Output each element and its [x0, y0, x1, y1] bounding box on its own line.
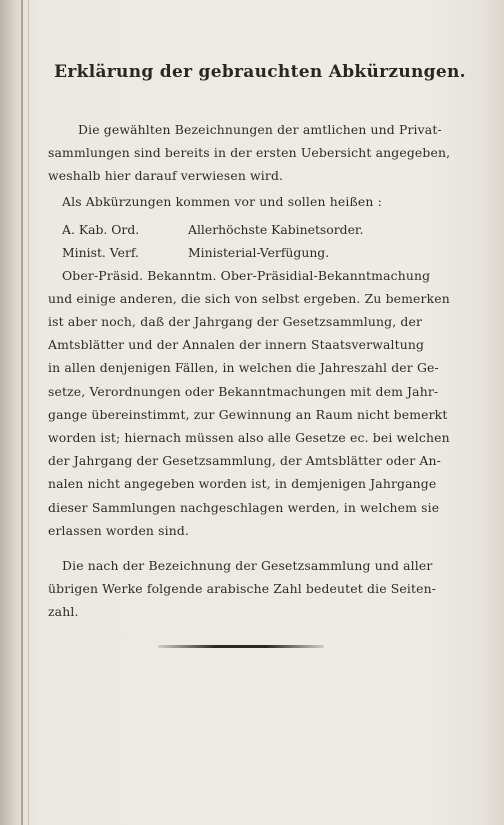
body-line: setze, Verordnungen oder Bekanntmachungen mit dem Jahr-: [48, 384, 439, 399]
intro-line: Als Abkürzungen kommen vor und sollen heißen :: [62, 194, 382, 209]
closing-line: Die nach der Bezeichnung der Gesetzsammlung und aller: [62, 558, 433, 573]
body-line: erlassen worden sind.: [48, 523, 190, 538]
intro-line: Die gewählten Bezeichnungen der amtlichen und Privat-: [78, 122, 442, 137]
body-line: Ober-Präsid. Bekanntm. Ober-Präsidial-Bekanntmachung: [62, 268, 431, 283]
body-line: ist aber noch, daß der Jahrgang der Gesetzsammlung, der: [48, 314, 423, 329]
page-heading: Erklärung der gebrauchten Abkürzungen.: [54, 62, 466, 82]
body-line: worden ist; hiernach müssen also alle Gesetze ec. bei welchen: [48, 430, 450, 445]
end-rule: [158, 645, 324, 648]
intro-line: weshalb hier darauf verwiesen wird.: [48, 168, 284, 183]
closing-line: zahl.: [48, 604, 79, 619]
body-line: gange übereinstimmt, zur Gewinnung an Raum nicht bemerkt: [48, 407, 448, 422]
binding-fold: [28, 0, 29, 825]
intro-line: sammlungen sind bereits in der ersten Uebersicht angegeben,: [48, 145, 451, 160]
abbreviation-term: A. Kab. Ord.: [62, 222, 140, 237]
body-line: und einige anderen, die sich von selbst ergeben. Zu bemerken: [48, 291, 450, 306]
body-line: in allen denjenigen Fällen, in welchen die Jahreszahl der Ge-: [48, 360, 439, 375]
abbreviation-term: Minist. Verf.: [62, 245, 139, 260]
binding-shadow: [21, 0, 23, 825]
body-line: nalen nicht angegeben worden ist, in demjenigen Jahrgange: [48, 476, 437, 491]
abbreviation-meaning: Allerhöchste Kabinetsorder.: [188, 222, 364, 237]
body-line: dieser Sammlungen nachgeschlagen werden, in welchem sie: [48, 500, 440, 515]
body-line: der Jahrgang der Gesetzsammlung, der Amtsblätter oder An-: [48, 453, 441, 468]
body-line: Amtsblätter und der Annalen der innern Staatsverwaltung: [48, 337, 425, 352]
abbreviation-meaning: Ministerial-Verfügung.: [188, 245, 330, 260]
closing-line: übrigen Werke folgende arabische Zahl bedeutet die Seiten-: [48, 581, 437, 596]
